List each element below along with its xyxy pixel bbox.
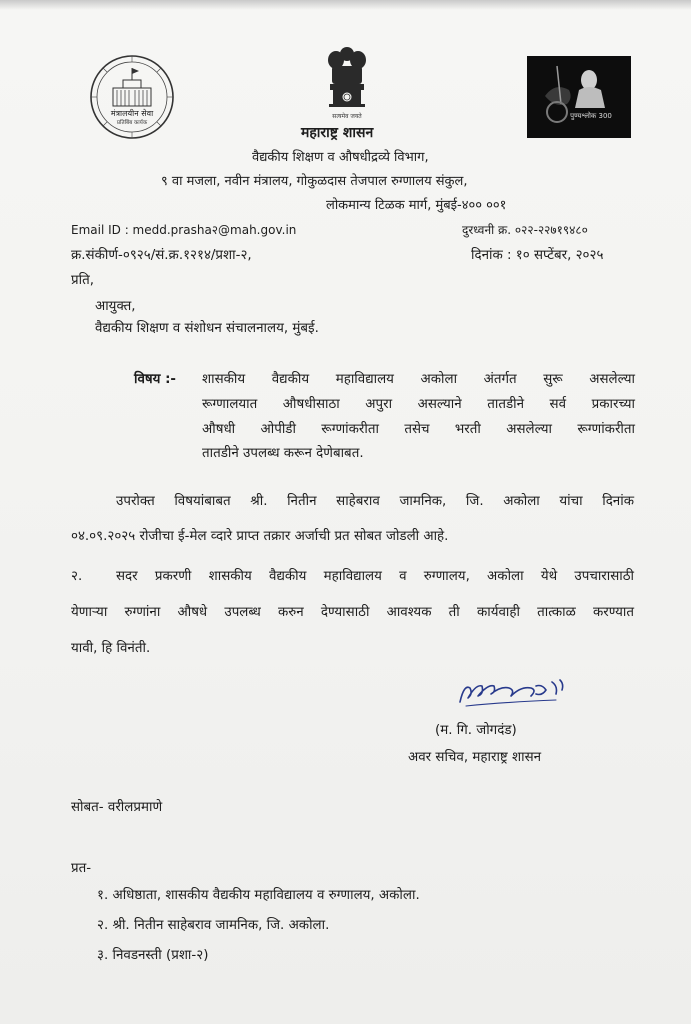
paragraph-2-line-3: यावी, हि विनंती. bbox=[71, 641, 151, 656]
logo-caption: पुण्यश्लोक 300 bbox=[570, 112, 612, 120]
reference-number: क्र.संकीर्ण-०९२५/सं.क्र.१२१४/प्रशा-२, bbox=[71, 248, 252, 263]
scan-edge-shadow bbox=[0, 0, 691, 10]
copy-to-item-3: ३. निवडनस्ती (प्रशा-२) bbox=[97, 948, 209, 963]
commemorative-logo bbox=[527, 56, 631, 138]
paragraph-2-line-2: येणाऱ्या रुग्णांना औषधे उपलब्ध करुन देण्यासाठी आवश्यक ती कार्यवाही तात्काळ करण्यात bbox=[71, 605, 634, 620]
national-emblem-icon bbox=[320, 44, 374, 124]
subject-line-2: रूग्णालयात औषधीसाठा अपुरा असल्याने तातडीने सर्व प्रकारच्या bbox=[202, 397, 635, 412]
paragraph-2-number: २. bbox=[71, 569, 83, 584]
email-id[interactable]: Email ID : medd.prasha२@mah.gov.in bbox=[71, 223, 297, 237]
letter-date: दिनांक : १० सप्टेंबर, २०२५ bbox=[471, 248, 604, 263]
copy-to-heading: प्रत- bbox=[71, 861, 92, 876]
signatory-name: (म. गि. जोगदंड) bbox=[435, 723, 517, 738]
seal-text-top: मंत्रालयीन सेवा bbox=[110, 109, 154, 118]
recipient-office: वैद्यकीय शिक्षण व संशोधन संचालनालय, मुंबई. bbox=[95, 321, 319, 336]
signatory-designation: अवर सचिव, महाराष्ट्र शासन bbox=[408, 750, 542, 765]
emblem-motto: सत्यमेव जयते bbox=[332, 113, 362, 120]
address-line-2: लोकमान्य टिळक मार्ग, मुंबई-४०० ००१ bbox=[326, 198, 507, 213]
paragraph-2-line-1: सदर प्रकरणी शासकीय वैद्यकीय महाविद्यालय व रुग्णालय, अकोला येथे उपचारासाठी bbox=[116, 569, 634, 584]
address-line-1: ९ वा मजला, नवीन मंत्रालय, गोकुळदास तेजपाल रुग्णालय संकुल, bbox=[161, 174, 468, 189]
paragraph-1-line-1: उपरोक्त विषयांबाबत श्री. नितीन साहेबराव जामनिक, जि. अकोला यांचा दिनांक bbox=[116, 494, 634, 509]
handwritten-signature bbox=[452, 676, 574, 710]
mantralaya-seal-logo bbox=[89, 54, 175, 140]
recipient-prati: प्रति, bbox=[71, 273, 94, 288]
paragraph-1-line-2: ०४.०९.२०२५ रोजीचा ई-मेल व्दारे प्राप्त तक्रार अर्जाची प्रत सोबत जोडली आहे. bbox=[71, 529, 449, 544]
office-name: महाराष्ट्र शासन bbox=[301, 125, 374, 141]
subject-label: विषय :- bbox=[134, 372, 176, 387]
copy-to-item-2: २. श्री. नितीन साहेबराव जामनिक, जि. अकोला. bbox=[97, 918, 330, 933]
subject-line-4: तातडीने उपलब्ध करून देणेबाबत. bbox=[202, 446, 364, 461]
subject-line-1: शासकीय वैद्यकीय महाविद्यालय अकोला अंतर्गत सुरू असलेल्या bbox=[202, 372, 635, 387]
copy-to-item-1: १. अधिष्ठाता, शासकीय वैद्यकीय महाविद्यालय व रुग्णालय, अकोला. bbox=[97, 888, 420, 903]
recipient-title: आयुक्त, bbox=[95, 299, 136, 314]
subject-line-3: औषधी ओपीडी रूग्णांकरीता तसेच भरती असलेल्या रूग्णांकरीता bbox=[202, 422, 635, 437]
enclosure-note: सोबत- वरीलप्रमाणे bbox=[71, 800, 163, 815]
seal-text-bottom: प्रतिबिंब कार्यक bbox=[116, 120, 148, 126]
phone-number: दुरध्वनी क्र. ०२२-२२७१९४८० bbox=[462, 223, 588, 237]
department-name: वैद्यकीय शिक्षण व औषधीद्रव्ये विभाग, bbox=[252, 150, 429, 165]
